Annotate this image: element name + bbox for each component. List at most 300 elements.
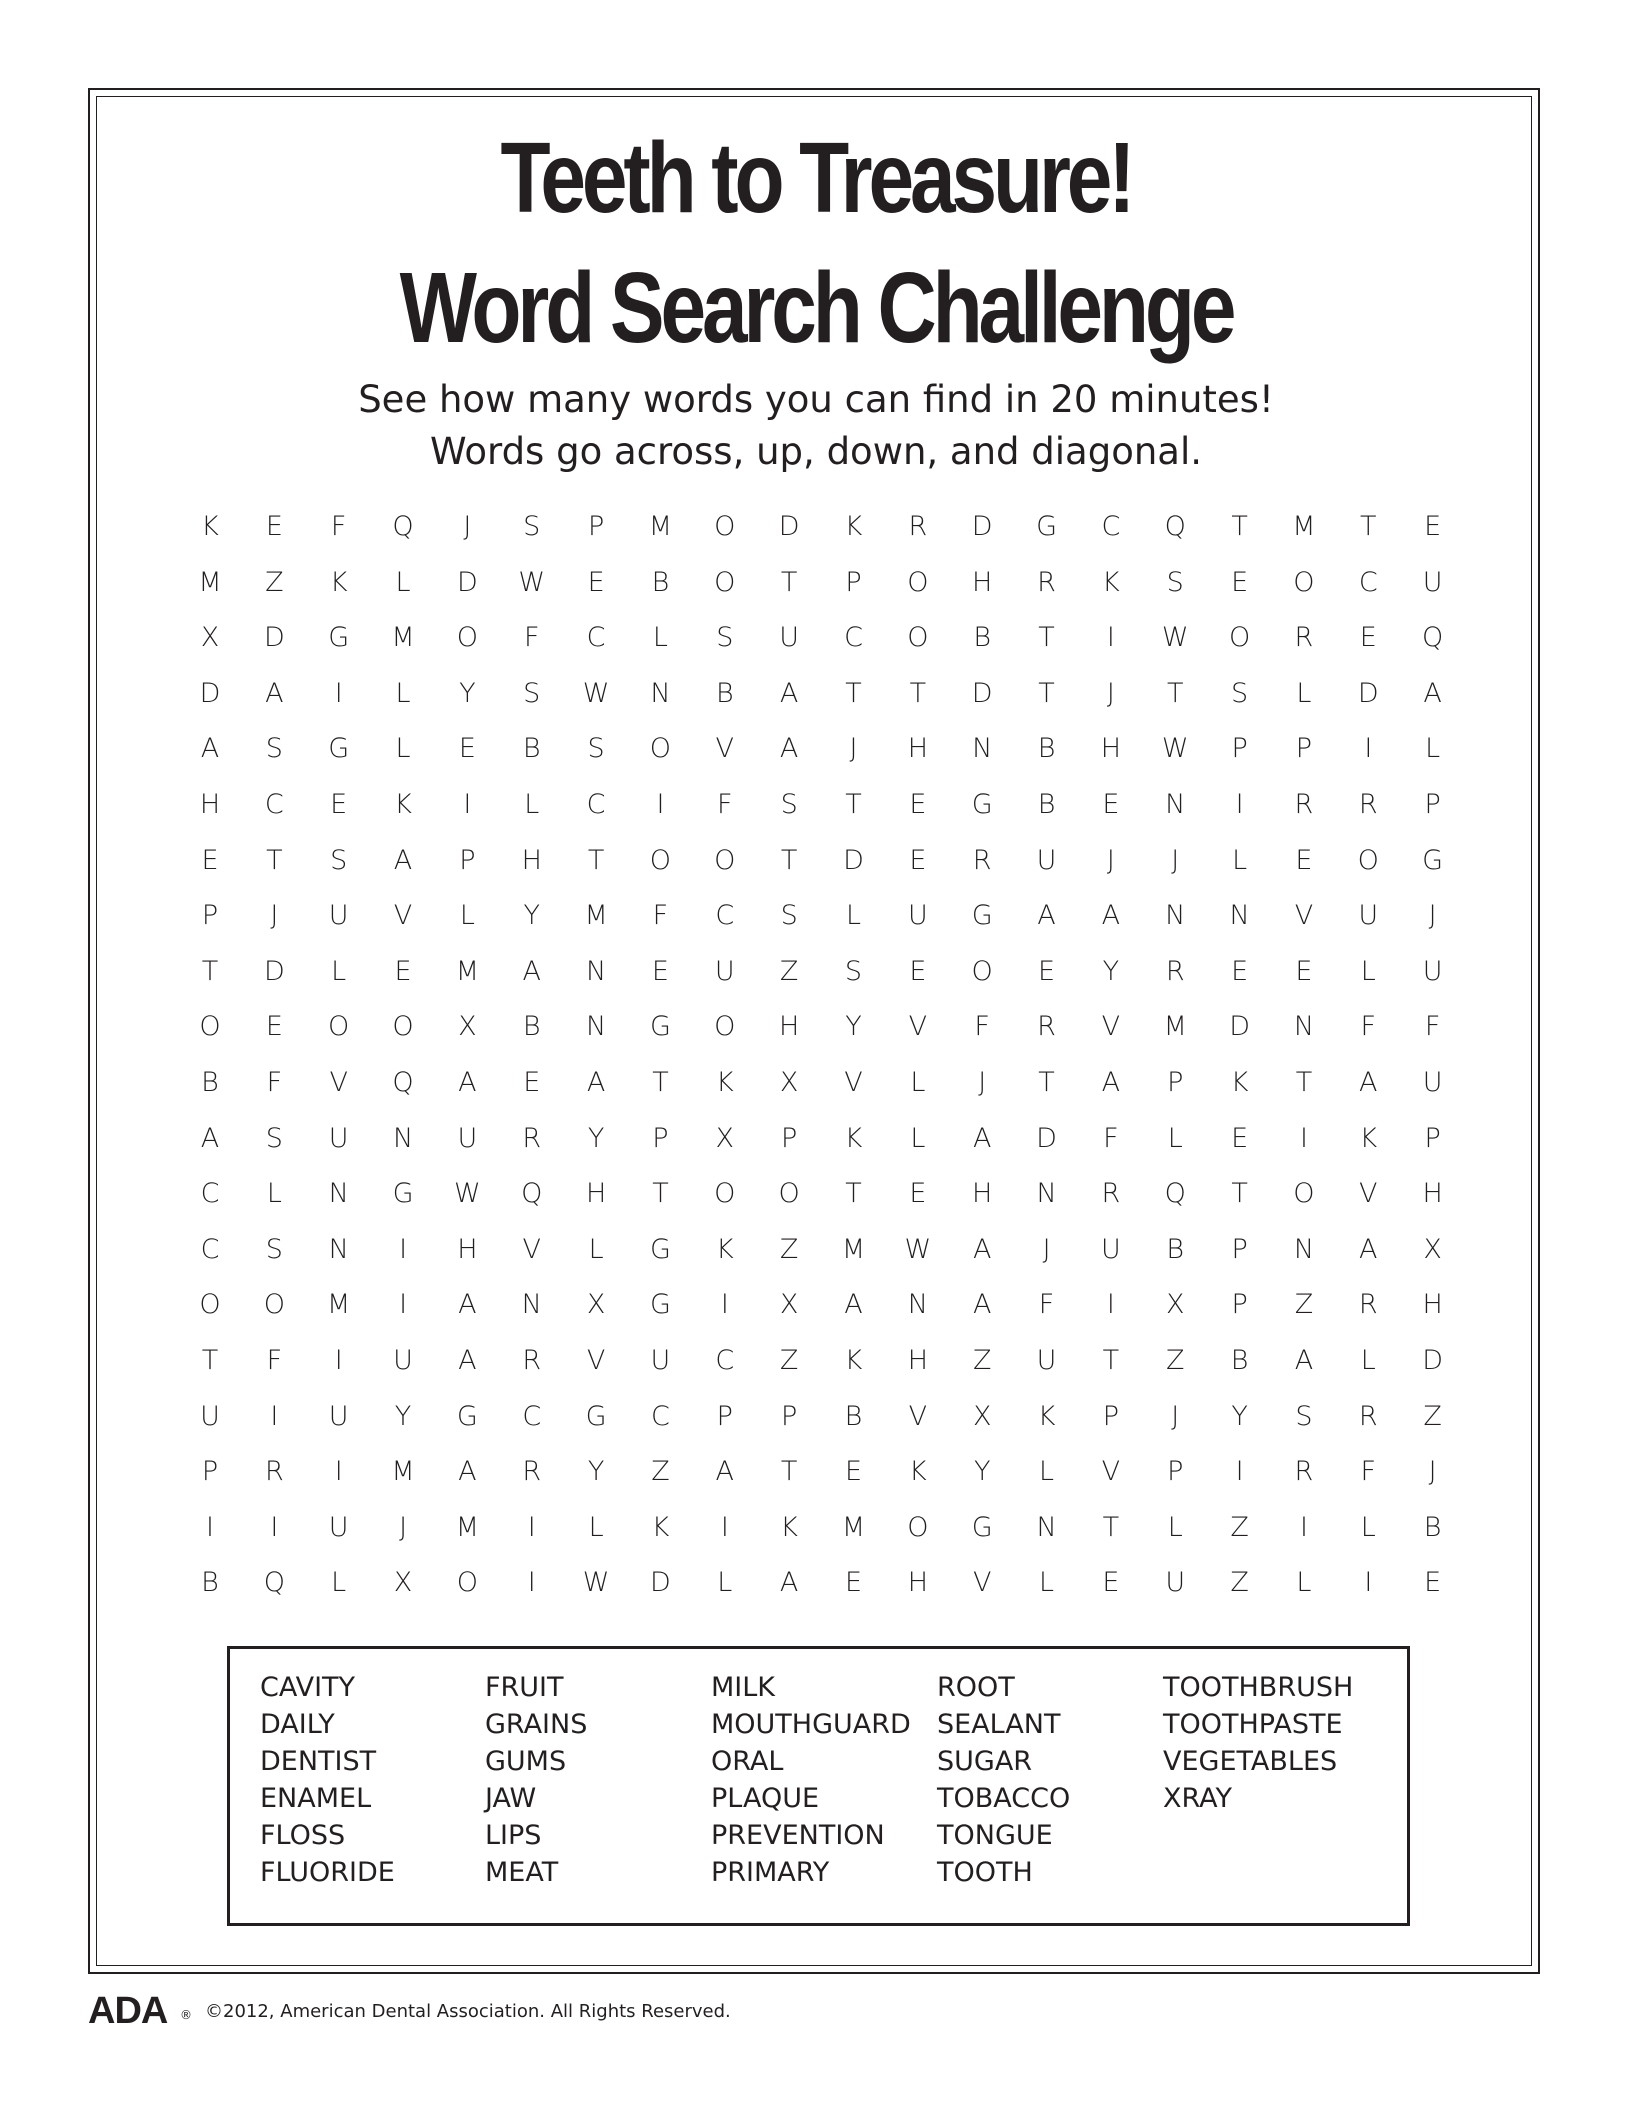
grid-letter[interactable]: K bbox=[844, 1122, 863, 1154]
grid-letter[interactable]: I bbox=[399, 1233, 408, 1265]
grid-letter[interactable]: H bbox=[1422, 1289, 1443, 1321]
grid-letter[interactable]: Q bbox=[1164, 511, 1186, 542]
grid-letter[interactable]: M bbox=[391, 1456, 415, 1488]
grid-letter[interactable]: A bbox=[458, 1345, 477, 1376]
grid-letter[interactable]: H bbox=[457, 1233, 478, 1265]
grid-letter[interactable]: F bbox=[266, 1345, 283, 1376]
grid-letter[interactable]: B bbox=[1423, 1511, 1442, 1543]
grid-letter[interactable]: U bbox=[1165, 1567, 1186, 1599]
grid-letter[interactable]: C bbox=[1358, 566, 1378, 598]
grid-letter[interactable]: T bbox=[1038, 622, 1055, 654]
grid-letter[interactable]: D bbox=[199, 677, 221, 709]
grid-letter[interactable]: P bbox=[1424, 1122, 1441, 1154]
grid-letter[interactable]: E bbox=[458, 733, 476, 765]
grid-letter[interactable]: D bbox=[456, 566, 478, 598]
grid-letter[interactable]: L bbox=[395, 733, 411, 765]
grid-letter[interactable]: L bbox=[910, 1122, 926, 1154]
grid-letter[interactable]: Q bbox=[263, 1567, 285, 1599]
grid-letter[interactable]: U bbox=[328, 1400, 349, 1432]
grid-letter[interactable]: N bbox=[1293, 1233, 1315, 1265]
grid-letter[interactable]: U bbox=[907, 900, 928, 932]
grid-letter[interactable]: K bbox=[329, 566, 348, 598]
grid-letter[interactable]: A bbox=[522, 955, 541, 987]
grid-letter[interactable]: E bbox=[651, 955, 669, 987]
grid-letter[interactable]: M bbox=[391, 622, 415, 654]
grid-letter[interactable]: J bbox=[463, 511, 472, 542]
grid-letter[interactable]: U bbox=[1422, 955, 1443, 987]
grid-letter[interactable]: Y bbox=[394, 1400, 412, 1432]
grid-letter[interactable]: D bbox=[1422, 1345, 1444, 1376]
grid-letter[interactable]: Q bbox=[521, 1178, 543, 1210]
grid-letter[interactable]: C bbox=[200, 1233, 220, 1265]
grid-letter[interactable]: O bbox=[1293, 566, 1315, 598]
grid-letter[interactable]: O bbox=[649, 733, 672, 765]
grid-letter[interactable]: R bbox=[1294, 789, 1314, 820]
grid-letter[interactable]: R bbox=[1101, 1178, 1121, 1210]
grid-letter[interactable]: L bbox=[395, 677, 411, 709]
grid-letter[interactable]: C bbox=[844, 622, 863, 654]
grid-letter[interactable]: N bbox=[328, 1178, 349, 1210]
grid-letter[interactable]: D bbox=[843, 844, 864, 876]
grid-letter[interactable]: E bbox=[587, 566, 605, 598]
grid-letter[interactable]: M bbox=[841, 1233, 866, 1265]
grid-letter[interactable]: L bbox=[331, 1567, 347, 1599]
grid-letter[interactable]: N bbox=[392, 1122, 414, 1154]
grid-letter[interactable]: B bbox=[715, 677, 734, 709]
grid-letter[interactable]: P bbox=[587, 511, 605, 542]
grid-letter[interactable]: J bbox=[1106, 677, 1115, 709]
grid-letter[interactable]: F bbox=[717, 789, 733, 820]
grid-letter[interactable]: S bbox=[780, 789, 798, 820]
grid-letter[interactable]: L bbox=[459, 900, 475, 932]
grid-letter[interactable]: E bbox=[1424, 1567, 1442, 1599]
grid-letter[interactable]: C bbox=[200, 1178, 220, 1210]
grid-letter[interactable]: E bbox=[909, 1178, 927, 1210]
grid-letter[interactable]: D bbox=[971, 511, 993, 542]
grid-letter[interactable]: B bbox=[1037, 789, 1056, 820]
grid-letter[interactable]: T bbox=[845, 789, 862, 820]
grid-letter[interactable]: G bbox=[649, 1011, 671, 1043]
grid-letter[interactable]: B bbox=[973, 622, 992, 654]
grid-letter[interactable]: P bbox=[780, 1400, 798, 1432]
grid-letter[interactable]: G bbox=[1036, 511, 1058, 542]
grid-letter[interactable]: O bbox=[1357, 844, 1379, 876]
grid-letter[interactable]: Q bbox=[392, 1067, 414, 1098]
grid-letter[interactable]: L bbox=[717, 1567, 733, 1599]
grid-letter[interactable]: B bbox=[844, 1400, 863, 1432]
grid-letter[interactable]: D bbox=[1229, 1011, 1250, 1043]
grid-letter[interactable]: L bbox=[588, 1233, 604, 1265]
grid-letter[interactable]: P bbox=[1231, 1233, 1248, 1265]
grid-letter[interactable]: O bbox=[1228, 622, 1251, 654]
grid-letter[interactable]: I bbox=[1235, 789, 1244, 820]
grid-letter[interactable]: T bbox=[652, 1067, 669, 1098]
grid-letter[interactable]: O bbox=[199, 1011, 221, 1043]
grid-letter[interactable]: X bbox=[779, 1067, 799, 1098]
grid-letter[interactable]: I bbox=[206, 1511, 214, 1543]
grid-letter[interactable]: Q bbox=[392, 511, 414, 542]
grid-letter[interactable]: V bbox=[908, 1011, 928, 1043]
grid-letter[interactable]: N bbox=[1036, 1511, 1057, 1543]
grid-letter[interactable]: B bbox=[1230, 1345, 1249, 1376]
grid-letter[interactable]: A bbox=[1359, 1233, 1378, 1265]
grid-letter[interactable]: I bbox=[1235, 1456, 1244, 1488]
grid-letter[interactable]: E bbox=[1231, 566, 1249, 598]
grid-letter[interactable]: Q bbox=[1422, 622, 1444, 654]
grid-letter[interactable]: K bbox=[908, 1456, 927, 1488]
grid-letter[interactable]: G bbox=[392, 1178, 414, 1210]
grid-letter[interactable]: A bbox=[1101, 900, 1121, 932]
grid-letter[interactable]: Y bbox=[1231, 1400, 1248, 1432]
grid-letter[interactable]: G bbox=[328, 622, 350, 654]
grid-letter[interactable]: P bbox=[1167, 1067, 1184, 1098]
grid-letter[interactable]: S bbox=[523, 677, 541, 709]
grid-letter[interactable]: W bbox=[904, 1233, 932, 1265]
grid-letter[interactable]: X bbox=[1423, 1233, 1442, 1265]
grid-letter[interactable]: R bbox=[522, 1122, 542, 1154]
grid-letter[interactable]: F bbox=[266, 1067, 283, 1098]
grid-letter[interactable]: W bbox=[582, 1567, 610, 1599]
grid-letter[interactable]: L bbox=[1232, 844, 1248, 876]
grid-letter[interactable]: A bbox=[844, 1289, 863, 1321]
grid-letter[interactable]: V bbox=[1101, 1011, 1121, 1043]
grid-letter[interactable]: V bbox=[972, 1567, 992, 1599]
grid-letter[interactable]: E bbox=[1231, 1122, 1249, 1154]
grid-letter[interactable]: H bbox=[585, 1178, 607, 1210]
grid-letter[interactable]: E bbox=[265, 1011, 283, 1043]
grid-letter[interactable]: E bbox=[1295, 844, 1313, 876]
grid-letter[interactable]: D bbox=[1036, 1122, 1057, 1154]
grid-letter[interactable]: H bbox=[907, 1567, 928, 1599]
grid-letter[interactable]: Z bbox=[1423, 1400, 1442, 1432]
grid-letter[interactable]: F bbox=[1360, 1011, 1377, 1043]
grid-letter[interactable]: U bbox=[457, 1122, 478, 1154]
grid-letter[interactable]: J bbox=[1428, 1456, 1437, 1488]
grid-letter[interactable]: J bbox=[849, 733, 858, 765]
grid-letter[interactable]: F bbox=[974, 1011, 990, 1043]
grid-letter[interactable]: W bbox=[454, 1178, 481, 1210]
grid-letter[interactable]: C bbox=[651, 1400, 670, 1432]
grid-letter[interactable]: V bbox=[715, 733, 735, 765]
grid-letter[interactable]: E bbox=[265, 511, 283, 542]
grid-letter[interactable]: E bbox=[909, 789, 927, 820]
grid-letter[interactable]: R bbox=[1165, 955, 1185, 987]
grid-letter[interactable]: R bbox=[1358, 1289, 1378, 1321]
grid-letter[interactable]: H bbox=[907, 1345, 928, 1376]
grid-letter[interactable]: T bbox=[780, 844, 798, 876]
grid-letter[interactable]: T bbox=[1102, 1511, 1120, 1543]
grid-letter[interactable]: H bbox=[1100, 733, 1122, 765]
grid-letter[interactable]: N bbox=[1165, 789, 1186, 820]
grid-letter[interactable]: T bbox=[266, 844, 283, 876]
grid-letter[interactable]: A bbox=[779, 733, 799, 765]
grid-letter[interactable]: I bbox=[399, 1289, 408, 1321]
grid-letter[interactable]: E bbox=[1102, 1567, 1120, 1599]
grid-letter[interactable]: X bbox=[1166, 1289, 1185, 1321]
grid-letter[interactable]: F bbox=[1103, 1122, 1119, 1154]
grid-letter[interactable]: P bbox=[1295, 733, 1313, 765]
grid-letter[interactable]: T bbox=[1102, 1345, 1120, 1376]
grid-letter[interactable]: T bbox=[652, 1178, 669, 1210]
grid-letter[interactable]: Z bbox=[651, 1456, 670, 1488]
grid-letter[interactable]: A bbox=[1359, 1067, 1378, 1098]
grid-letter[interactable]: L bbox=[1167, 1511, 1183, 1543]
grid-letter[interactable]: G bbox=[971, 1511, 993, 1543]
grid-letter[interactable]: T bbox=[845, 1178, 862, 1210]
grid-letter[interactable]: R bbox=[522, 1345, 542, 1376]
grid-letter[interactable]: I bbox=[270, 1511, 279, 1543]
grid-letter[interactable]: C bbox=[1101, 511, 1121, 542]
grid-letter[interactable]: L bbox=[845, 900, 862, 932]
grid-letter[interactable]: L bbox=[1296, 677, 1312, 709]
grid-letter[interactable]: M bbox=[198, 566, 222, 598]
grid-letter[interactable]: O bbox=[971, 955, 993, 987]
grid-letter[interactable]: H bbox=[199, 789, 221, 820]
grid-letter[interactable]: T bbox=[1038, 1067, 1055, 1098]
grid-letter[interactable]: O bbox=[392, 1011, 414, 1043]
grid-letter[interactable]: K bbox=[844, 1345, 863, 1376]
grid-letter[interactable]: T bbox=[780, 1456, 798, 1488]
grid-letter[interactable]: Y bbox=[973, 1456, 991, 1488]
grid-letter[interactable]: P bbox=[201, 1456, 219, 1488]
grid-letter[interactable]: M bbox=[1163, 1011, 1187, 1043]
grid-letter[interactable]: A bbox=[1037, 900, 1056, 932]
grid-letter[interactable]: R bbox=[522, 1456, 542, 1488]
grid-letter[interactable]: H bbox=[972, 566, 993, 598]
grid-letter[interactable]: Z bbox=[1230, 1511, 1249, 1543]
grid-letter[interactable]: F bbox=[330, 511, 347, 542]
grid-letter[interactable]: V bbox=[522, 1233, 541, 1265]
grid-letter[interactable]: X bbox=[393, 1567, 413, 1599]
grid-letter[interactable]: J bbox=[1042, 1233, 1051, 1265]
grid-letter[interactable]: Y bbox=[459, 677, 476, 709]
grid-letter[interactable]: H bbox=[778, 1011, 800, 1043]
grid-letter[interactable]: E bbox=[844, 1567, 863, 1599]
grid-letter[interactable]: S bbox=[716, 622, 734, 654]
grid-letter[interactable]: O bbox=[263, 1289, 285, 1321]
grid-letter[interactable]: L bbox=[1167, 1122, 1183, 1154]
grid-letter[interactable]: N bbox=[328, 1233, 349, 1265]
grid-letter[interactable]: U bbox=[328, 1122, 349, 1154]
grid-letter[interactable]: K bbox=[844, 511, 863, 542]
grid-letter[interactable]: J bbox=[1171, 844, 1180, 876]
grid-letter[interactable]: T bbox=[587, 844, 605, 876]
grid-letter[interactable]: K bbox=[394, 789, 412, 820]
grid-letter[interactable]: I bbox=[656, 789, 665, 820]
grid-letter[interactable]: R bbox=[1037, 566, 1056, 598]
grid-letter[interactable]: O bbox=[199, 1289, 221, 1321]
grid-letter[interactable]: I bbox=[270, 1400, 279, 1432]
grid-letter[interactable]: M bbox=[455, 955, 480, 987]
grid-letter[interactable]: E bbox=[1424, 511, 1442, 542]
grid-letter[interactable]: M bbox=[455, 1511, 480, 1543]
grid-letter[interactable]: D bbox=[778, 511, 800, 542]
grid-letter[interactable]: G bbox=[1422, 844, 1444, 876]
grid-letter[interactable]: E bbox=[523, 1067, 541, 1098]
grid-letter[interactable]: T bbox=[909, 677, 927, 709]
grid-letter[interactable]: X bbox=[779, 1289, 799, 1321]
grid-letter[interactable]: U bbox=[328, 1511, 349, 1543]
grid-letter[interactable]: P bbox=[1167, 1456, 1184, 1488]
grid-letter[interactable]: D bbox=[263, 955, 285, 987]
grid-letter[interactable]: I bbox=[720, 1289, 729, 1321]
grid-letter[interactable]: F bbox=[1424, 1011, 1441, 1043]
grid-letter[interactable]: P bbox=[1424, 789, 1441, 820]
grid-letter[interactable]: O bbox=[907, 566, 929, 598]
grid-letter[interactable]: U bbox=[1036, 1345, 1057, 1376]
grid-letter[interactable]: S bbox=[1295, 1400, 1313, 1432]
grid-letter[interactable]: N bbox=[521, 1289, 542, 1321]
grid-letter[interactable]: I bbox=[1364, 1567, 1373, 1599]
grid-letter[interactable]: L bbox=[266, 1178, 282, 1210]
grid-letter[interactable]: A bbox=[1294, 1345, 1314, 1376]
grid-letter[interactable]: A bbox=[1423, 677, 1442, 709]
grid-letter[interactable]: A bbox=[715, 1456, 735, 1488]
grid-letter[interactable]: U bbox=[1422, 1067, 1443, 1098]
grid-letter[interactable]: X bbox=[972, 1400, 992, 1432]
grid-letter[interactable]: R bbox=[1294, 1456, 1314, 1488]
grid-letter[interactable]: R bbox=[1294, 622, 1314, 654]
grid-letter[interactable]: R bbox=[1358, 1400, 1378, 1432]
grid-letter[interactable]: J bbox=[399, 1511, 408, 1543]
grid-letter[interactable]: U bbox=[393, 1345, 413, 1376]
grid-letter[interactable]: N bbox=[1293, 1011, 1315, 1043]
grid-letter[interactable]: E bbox=[201, 844, 219, 876]
grid-letter[interactable]: C bbox=[264, 789, 284, 820]
grid-letter[interactable]: O bbox=[456, 622, 479, 654]
grid-letter[interactable]: B bbox=[1166, 1233, 1185, 1265]
grid-letter[interactable]: G bbox=[456, 1400, 478, 1432]
grid-letter[interactable]: S bbox=[523, 511, 541, 542]
grid-letter[interactable]: K bbox=[1102, 566, 1120, 598]
grid-letter[interactable]: C bbox=[586, 789, 606, 820]
grid-letter[interactable]: L bbox=[1039, 1456, 1055, 1488]
grid-letter[interactable]: Z bbox=[1230, 1567, 1249, 1599]
grid-letter[interactable]: G bbox=[328, 733, 350, 765]
grid-letter[interactable]: Z bbox=[1166, 1345, 1185, 1376]
grid-letter[interactable]: C bbox=[522, 1400, 542, 1432]
grid-letter[interactable]: O bbox=[907, 622, 929, 654]
grid-letter[interactable]: A bbox=[458, 1456, 477, 1488]
grid-letter[interactable]: B bbox=[201, 1567, 219, 1599]
grid-letter[interactable]: D bbox=[1357, 677, 1379, 709]
grid-letter[interactable]: A bbox=[200, 1122, 220, 1154]
grid-letter[interactable]: A bbox=[1101, 1067, 1121, 1098]
grid-letter[interactable]: M bbox=[584, 900, 608, 932]
grid-letter[interactable]: L bbox=[331, 955, 347, 987]
grid-letter[interactable]: E bbox=[1231, 955, 1249, 987]
grid-letter[interactable]: A bbox=[972, 1233, 992, 1265]
grid-letter[interactable]: Q bbox=[1164, 1178, 1186, 1210]
grid-letter[interactable]: G bbox=[585, 1400, 607, 1432]
grid-letter[interactable]: T bbox=[1231, 1178, 1248, 1210]
grid-letter[interactable]: E bbox=[394, 955, 412, 987]
grid-letter[interactable]: P bbox=[1102, 1400, 1120, 1432]
grid-letter[interactable]: L bbox=[1360, 955, 1376, 987]
grid-letter[interactable]: I bbox=[1106, 1289, 1115, 1321]
grid-letter[interactable]: A bbox=[779, 1567, 799, 1599]
grid-letter[interactable]: H bbox=[972, 1178, 993, 1210]
grid-letter[interactable]: O bbox=[456, 1567, 479, 1599]
grid-letter[interactable]: I bbox=[1364, 733, 1373, 765]
grid-letter[interactable]: P bbox=[1231, 733, 1248, 765]
grid-letter[interactable]: V bbox=[844, 1067, 863, 1098]
grid-letter[interactable]: A bbox=[458, 1289, 477, 1321]
grid-letter[interactable]: F bbox=[1360, 1456, 1377, 1488]
grid-letter[interactable]: I bbox=[1299, 1122, 1308, 1154]
grid-letter[interactable]: I bbox=[463, 789, 472, 820]
grid-letter[interactable]: K bbox=[1359, 1122, 1378, 1154]
grid-letter[interactable]: L bbox=[1296, 1567, 1312, 1599]
grid-letter[interactable]: A bbox=[586, 1067, 606, 1098]
grid-letter[interactable]: V bbox=[1294, 900, 1314, 932]
grid-letter[interactable]: T bbox=[780, 566, 798, 598]
grid-letter[interactable]: N bbox=[1165, 900, 1186, 932]
grid-letter[interactable]: K bbox=[715, 1067, 734, 1098]
grid-letter[interactable]: E bbox=[844, 1456, 863, 1488]
grid-letter[interactable]: P bbox=[1231, 1289, 1248, 1321]
grid-letter[interactable]: H bbox=[907, 733, 928, 765]
grid-letter[interactable]: U bbox=[779, 622, 800, 654]
grid-letter[interactable]: O bbox=[328, 1011, 350, 1043]
grid-letter[interactable]: J bbox=[270, 900, 279, 932]
grid-letter[interactable]: Z bbox=[779, 1233, 799, 1265]
grid-letter[interactable]: M bbox=[841, 1511, 866, 1543]
grid-letter[interactable]: L bbox=[910, 1067, 926, 1098]
grid-letter[interactable]: Z bbox=[779, 1345, 799, 1376]
grid-letter[interactable]: P bbox=[780, 1122, 798, 1154]
grid-letter[interactable]: K bbox=[715, 1233, 734, 1265]
grid-letter[interactable]: T bbox=[845, 677, 862, 709]
grid-letter[interactable]: I bbox=[334, 677, 343, 709]
grid-letter[interactable]: U bbox=[328, 900, 349, 932]
grid-letter[interactable]: F bbox=[1038, 1289, 1055, 1321]
grid-letter[interactable]: D bbox=[971, 677, 993, 709]
grid-letter[interactable]: F bbox=[523, 622, 540, 654]
grid-letter[interactable]: B bbox=[522, 733, 541, 765]
grid-letter[interactable]: V bbox=[329, 1067, 348, 1098]
grid-letter[interactable]: V bbox=[1359, 1178, 1378, 1210]
grid-letter[interactable]: P bbox=[845, 566, 862, 598]
grid-letter[interactable]: B bbox=[651, 566, 670, 598]
grid-letter[interactable]: K bbox=[1037, 1400, 1056, 1432]
grid-letter[interactable]: P bbox=[716, 1400, 733, 1432]
grid-letter[interactable]: U bbox=[650, 1345, 671, 1376]
grid-letter[interactable]: T bbox=[1038, 677, 1055, 709]
grid-letter[interactable]: Y bbox=[587, 1456, 605, 1488]
grid-letter[interactable]: C bbox=[715, 900, 735, 932]
grid-letter[interactable]: L bbox=[1425, 733, 1441, 765]
grid-letter[interactable]: M bbox=[327, 1289, 351, 1321]
grid-letter[interactable]: G bbox=[971, 789, 993, 820]
grid-letter[interactable]: U bbox=[1036, 844, 1057, 876]
grid-letter[interactable]: S bbox=[844, 955, 863, 987]
grid-letter[interactable]: U bbox=[1422, 566, 1443, 598]
grid-letter[interactable]: K bbox=[780, 1511, 798, 1543]
grid-letter[interactable]: O bbox=[714, 566, 736, 598]
grid-letter[interactable]: T bbox=[1167, 677, 1184, 709]
grid-letter[interactable]: W bbox=[582, 677, 610, 709]
grid-letter[interactable]: J bbox=[1106, 844, 1115, 876]
grid-letter[interactable]: O bbox=[907, 1511, 929, 1543]
grid-letter[interactable]: E bbox=[909, 844, 927, 876]
grid-letter[interactable]: O bbox=[714, 1011, 736, 1043]
grid-letter[interactable]: E bbox=[1102, 789, 1120, 820]
grid-letter[interactable]: X bbox=[586, 1289, 606, 1321]
grid-letter[interactable]: A bbox=[458, 1067, 477, 1098]
grid-letter[interactable]: X bbox=[458, 1011, 477, 1043]
grid-letter[interactable]: A bbox=[393, 844, 413, 876]
